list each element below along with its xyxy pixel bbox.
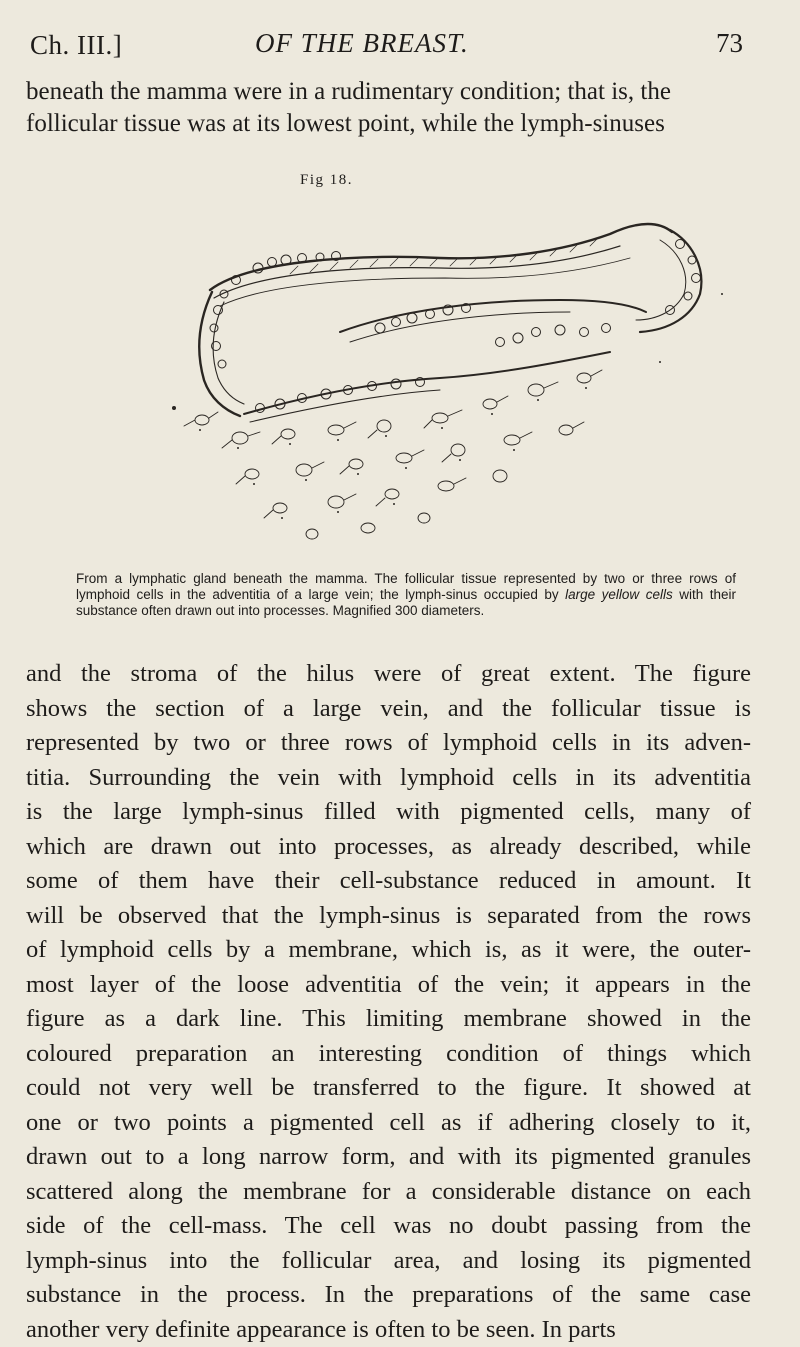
text-line: beneath the mamma were in a rudimentary condition; that is, the — [26, 76, 748, 108]
text-line: lymph-sinus into the follicular area, and losing its pigmented — [26, 1244, 751, 1279]
intro-paragraph — [26, 76, 748, 140]
running-head — [0, 28, 800, 68]
text-line: drawn out to a long narrow form, and with its pigmented granules — [26, 1140, 751, 1175]
text-line: which are drawn out into processes, as already described, while — [26, 830, 751, 865]
text-line: represented by two or three rows of lymphoid cells in its adven- — [26, 726, 751, 761]
text-line: some of them have their cell-substance reduced in amount. It — [26, 864, 751, 899]
text-line: scattered along the membrane for a considerable distance on each — [26, 1175, 751, 1210]
text-line: most layer of the loose adventitia of the vein; it appears in the — [26, 968, 751, 1003]
figure-caption — [76, 571, 736, 619]
text-line: could not very well be transferred to the figure. It showed at — [26, 1071, 751, 1106]
figure-illustration — [140, 182, 760, 562]
text-line: will be observed that the lymph-sinus is separated from the rows — [26, 899, 751, 934]
text-line: is the large lymph-sinus filled with pigmented cells, many of — [26, 795, 751, 830]
text-line: coloured preparation an interesting condition of things which — [26, 1037, 751, 1072]
text-line: side of the cell-mass. The cell was no doubt passing from the — [26, 1209, 751, 1244]
text-line: another very definite appearance is often to be seen. In parts — [26, 1313, 751, 1347]
page-number: 73 — [716, 28, 743, 59]
caption-text-end: with their substance often drawn out into processes. Magnified 300 diameters. — [76, 587, 736, 618]
caption-italic: large yellow cells — [565, 587, 673, 602]
text-line: figure as a dark line. This limiting membrane showed in the — [26, 1002, 751, 1037]
text-line: substance in the process. In the preparations of the same case — [26, 1278, 751, 1313]
text-line: one or two points a pigmented cell as if adhering closely to it, — [26, 1106, 751, 1141]
chapter-label: Ch. III.] — [30, 30, 122, 61]
text-line: of lymphoid cells by a membrane, which is, as it were, the outer- — [26, 933, 751, 968]
running-title: OF THE BREAST. — [255, 28, 469, 59]
text-line: titia. Surrounding the vein with lymphoid cells in its adventitia — [26, 761, 751, 796]
text-line: and the stroma of the hilus were of great extent. The figure — [26, 657, 751, 692]
text-line: follicular tissue was at its lowest point, while the lymph-sinuses — [26, 108, 748, 140]
text-line: shows the section of a large vein, and the follicular tissue is — [26, 692, 751, 727]
body-paragraph — [26, 657, 751, 1347]
caption-text: From a lymphatic gland beneath the mamma. The follicular tissue represented by two or three rows of lymphoid cells in the adventitia of a large vein; the lymph-sinus occupied by — [76, 571, 736, 602]
figure-label: Fig 18. — [300, 172, 353, 189]
